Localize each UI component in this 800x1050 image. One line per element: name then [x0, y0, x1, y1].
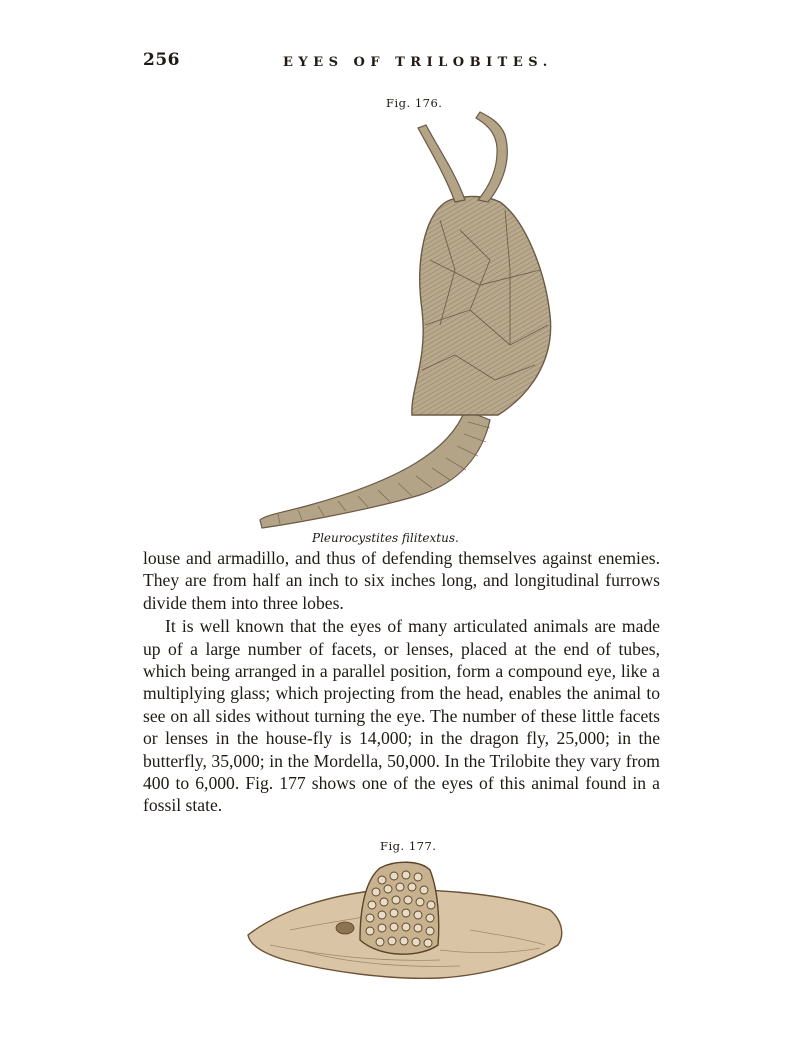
figure-176-label: Fig. 176.	[386, 96, 443, 110]
figure-176-caption: Pleurocystites filitextus.	[312, 531, 459, 545]
fossil-stem	[260, 410, 490, 528]
page-number: 256	[143, 50, 180, 70]
fossil-arm-left	[418, 125, 465, 202]
paragraph: It is well known that the eyes of many articulated animals are made up of a large number of facets, or lenses, placed at the end of tubes, which being arranged in a parallel position, form a compound eye, like a multiplying glass; which projecting from the head, enables the animal to see on all sides without turning the eye. The number of these little facets or lenses in the house-fly is 14,000; in the dragon fly, 25,000; in the butterfly, 35,000; in the Mordella, 50,000. In the Trilobite they vary from 400 to 6,000. Fig. 177 shows one of the eyes of this animal found in a fossil state.	[143, 616, 660, 816]
body-text	[143, 547, 660, 817]
running-title: EYES OF TRILOBITES.	[283, 55, 553, 70]
fossil-arm-right	[476, 112, 507, 202]
pleurocystites-illustration	[250, 110, 580, 530]
paragraph: louse and armadillo, and thus of defending themselves against enemies. They are from half an inch to six inches long, and longitudinal furrows divide them into three lobes.	[143, 548, 660, 613]
slab-nodule	[336, 922, 354, 934]
figure-177-label: Fig. 177.	[380, 839, 437, 853]
trilobite-eye-illustration	[240, 850, 570, 990]
